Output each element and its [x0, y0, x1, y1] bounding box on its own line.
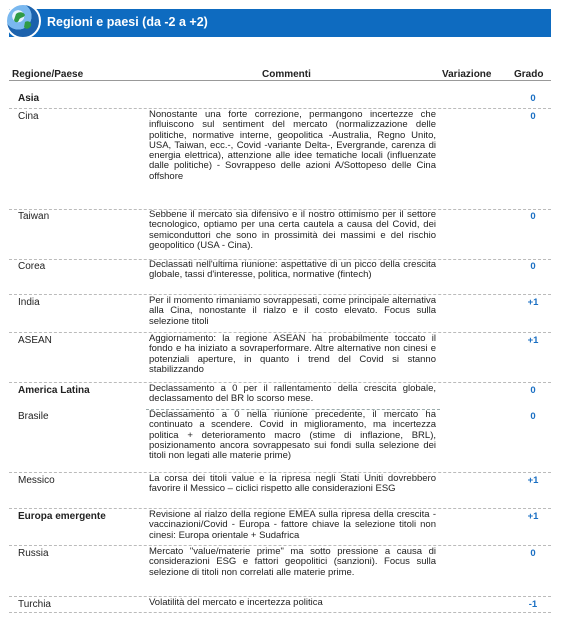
- row-label: Brasile: [18, 411, 49, 422]
- row-label: Cina: [18, 111, 39, 122]
- row-comment: Revisione al rialzo della regione EMEA sulla ripresa della crescita - vaccinazioni/Covid - Europa - fattore chiave la selezione titoli non cinesi: Europa orientale + Sudafrica: [149, 509, 436, 541]
- row-comment: Declassati nell'ultima riunione: aspettative di un picco della crescita globale, tassi d'interesse, politica, normative (fintech): [149, 259, 436, 281]
- row-grade: +1: [527, 511, 539, 522]
- row-comment: Per il momento rimaniamo sovrappesati, come principale alternativa alla Cina, nonostante il rialzo e il costo elevato. Focus sulla selezione titoli: [149, 295, 436, 327]
- row-grade: 0: [530, 385, 536, 396]
- row-label: Asia: [18, 93, 40, 104]
- row-comment: Aggiornamento: la regione ASEAN ha probabilmente toccato il fondo e ha iniziato a sovraperformare. Altre alternative non cinesi e potenziali aperture, in quanto i trend del Covid si stanno stabilizzando: [149, 333, 436, 375]
- row-grade: 0: [530, 261, 536, 272]
- header-region: Regione/Paese: [12, 69, 84, 80]
- title-bar: [9, 9, 551, 37]
- row-label: America Latina: [18, 385, 90, 396]
- row-grade: 0: [530, 548, 536, 559]
- row-label: ASEAN: [18, 335, 52, 346]
- row-comment: Mercato "value/materie prime" ma sotto pressione a causa di considerazioni ESG e fattori geopolitici (sanzioni). Focus sulla selezione di titoli non correlati alle materie prime.: [149, 546, 436, 578]
- row-grade: -1: [528, 599, 538, 610]
- row-comment: Volatilità del mercato e incertezza politica: [149, 597, 323, 608]
- row-label: Russia: [18, 548, 49, 559]
- row-comment: La corsa dei titoli value e la ripresa negli Stati Uniti dovrebbero favorire il Messico – ciclici rispetto alle considerazioni ESG: [149, 473, 436, 495]
- row-comment: Declassamento a 0 per il rallentamento della crescita globale, declassamento del BR lo scorso mese.: [149, 383, 436, 405]
- row-label: Europa emergente: [18, 511, 106, 522]
- header-comments: Commenti: [262, 69, 311, 80]
- header-rule: [9, 80, 551, 81]
- row-label: Taiwan: [18, 211, 50, 222]
- row-label: India: [18, 297, 40, 308]
- globe-icon: [5, 3, 41, 39]
- row-grade: 0: [530, 111, 536, 122]
- row-grade: +1: [527, 335, 539, 346]
- row-grade: +1: [527, 297, 539, 308]
- row-comment: Sebbene il mercato sia difensivo e il nostro ottimismo per il settore tecnologico, optiamo per una certa cautela a causa del Covid, dei semiconduttori che sono in prossimità dei massimi e del rischio geopolitico (USA - Cina).: [149, 209, 436, 251]
- row-separator: [9, 612, 551, 613]
- page-title: Regioni e paesi (da -2 a +2): [47, 15, 208, 29]
- row-grade: 0: [530, 211, 536, 222]
- row-label: Messico: [18, 475, 55, 486]
- row-grade: +1: [527, 475, 539, 486]
- row-comment: Nonostante una forte correzione, permangono incertezze che influiscono sul sentiment del mercato (normalizzazione delle politiche, normative interne, geopolitica -Australia, Regno Unito, USA, Taiwan, ecc.-, Covid -variante Delta-, Evergrande, carenza di energia elettrica), attenzione alle idee tematiche locali (influenzate dalle politiche) - Sovrappeso delle azioni A/Sottopeso delle Cina offshore: [149, 109, 436, 182]
- row-grade: 0: [530, 411, 536, 422]
- row-label: Corea: [18, 261, 46, 272]
- header-grade: Grado: [514, 69, 544, 80]
- row-label: Turchia: [18, 599, 51, 610]
- row-grade: 0: [530, 93, 536, 104]
- header-change: Variazione: [442, 69, 492, 80]
- row-comment: Declassamento a 0 nella riunione precedente, il mercato ha continuato a scendere. Covid in miglioramento, ma incertezza politica + deterioramento macro (stime di inflazione, BRL), posizionamento ancora sovrappesato sui fondi sulla selezione dei titoli non legati alle materie prime): [149, 409, 436, 462]
